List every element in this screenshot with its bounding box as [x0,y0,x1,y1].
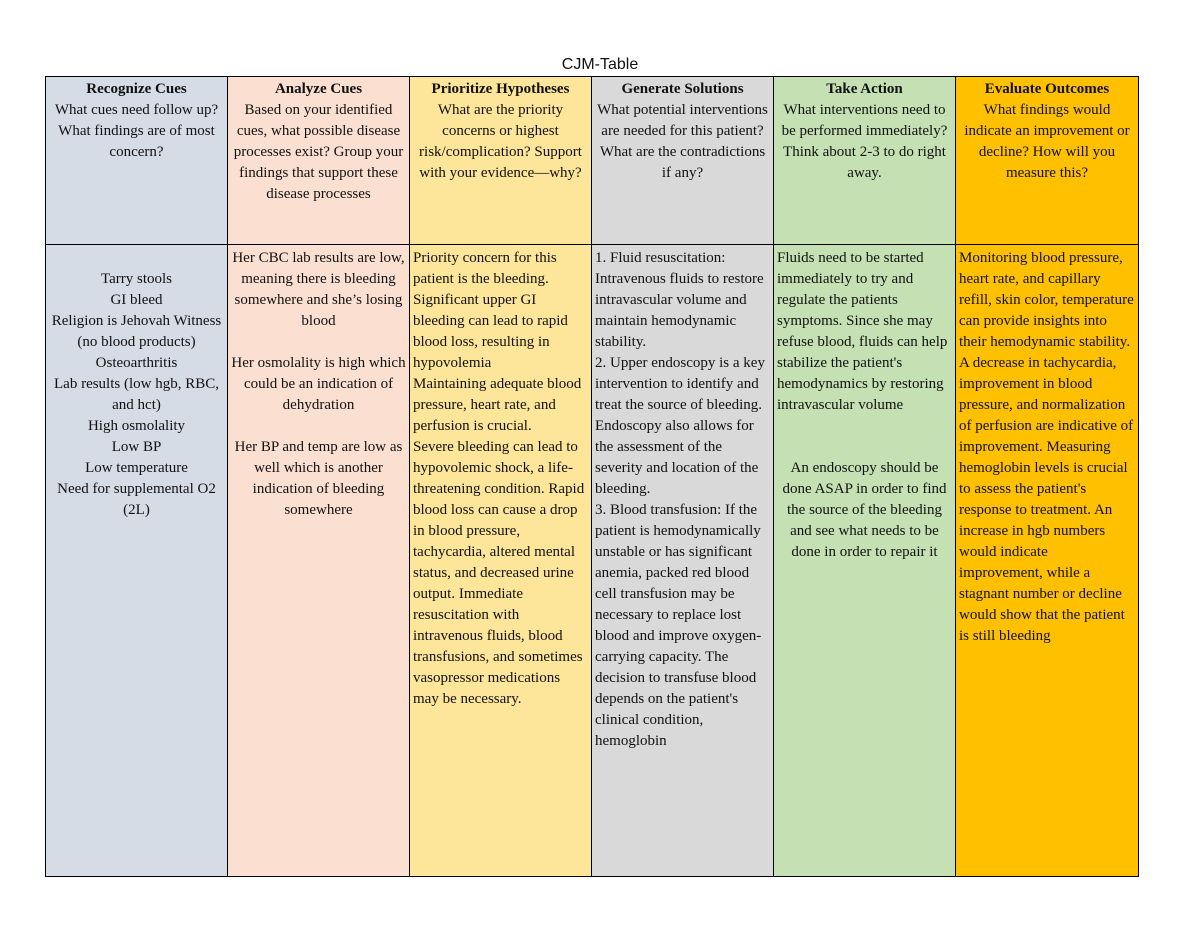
header-analyze-cues [228,77,410,245]
page-title: CJM-Table [561,56,639,73]
analysis-paragraph: Her CBC lab results are low, meaning there is bleeding somewhere and she’s losing blood [232,250,405,329]
cue-item: GI bleed [110,292,163,308]
column-prompt: What cues need follow up? What findings are of most concern? [54,102,219,160]
column-heading: Recognize Cues [86,81,187,97]
cue-item: High osmolality [87,418,186,434]
cue-item: Osteoarthritis [95,355,178,371]
column-prompt: What are the priority concerns or highest risk/complication? Support with your evidence—why? [419,102,582,181]
header-row [46,77,1139,245]
prioritize-hypotheses-cell [410,245,592,877]
header-prioritize-hypotheses [410,77,592,245]
column-heading: Take Action [826,81,903,97]
cue-item: Religion is Jehovah Witness (no blood products) [51,313,222,350]
column-heading: Analyze Cues [274,81,363,97]
header-take-action [774,77,956,245]
take-action-cell [774,245,956,877]
column-prompt: What potential interventions are needed for this patient? What are the contradictions if any? [597,102,768,181]
column-prompt: What interventions need to be performed immediately? Think about 2-3 to do right away. [781,102,948,181]
recognize-cues-cell [46,245,228,877]
action-paragraph: Fluids need to be started immediately to try and regulate the patients symptoms. Since she may refuse blood, fluids can help stabilize the patient's hemodynamics by restoring intravascular volume [777,250,948,413]
analysis-paragraph: Her BP and temp are low as well which is another indication of bleeding somewhere [234,439,403,518]
analysis-paragraph: Her osmolality is high which could be an indication of dehydration [231,355,406,413]
header-generate-solutions [592,77,774,245]
action-paragraph: An endoscopy should be done ASAP in order to find the source of the bleeding and see what needs to be done in order to repair it [782,460,947,560]
evaluation-paragraph: Monitoring blood pressure, heart rate, and capillary refill, skin color, temperature can provide insights into their hemodynamic stability. A decrease in tachycardia, improvement in blood pressure, and normalization of perfusion are indicative of improvement. Measuring hemoglobin levels is crucial to assess the patient's response to treatment. An increase in hgb numbers would indicate improvement, while a stagnant number or decline would show that the patient is still bleeding [959,250,1134,644]
priority-paragraph: Maintaining adequate blood pressure, heart rate, and perfusion is crucial. [413,376,582,434]
column-prompt: What findings would indicate an improvement or decline? How will you measure this? [964,102,1130,181]
solution-paragraph: 2. Upper endoscopy is a key intervention to identify and treat the source of bleeding. Endoscopy also allows for the assessment of the severity and location of the bleeding. [595,355,765,497]
cjm-table [45,76,1139,877]
header-recognize-cues [46,77,228,245]
generate-solutions-cell [592,245,774,877]
cue-item: Low temperature [85,460,188,476]
solution-paragraph: 3. Blood transfusion: If the patient is hemodynamically unstable or has significant anemia, packed red blood cell transfusion may be necessary to replace lost blood and improve oxygen-carrying capacity. The decision to transfuse blood depends on the patient's clinical condition, hemoglobin [595,502,762,749]
priority-paragraph: Priority concern for this patient is the bleeding. Significant upper GI bleeding can lead to rapid blood loss, resulting in hypovolemia [413,250,568,371]
cue-item: Low BP [111,439,162,455]
column-heading: Evaluate Outcomes [984,81,1110,97]
cue-item: Lab results (low hgb, RBC, and hct) [54,376,219,413]
evaluate-outcomes-cell [956,245,1139,877]
analyze-cues-cell [228,245,410,877]
content-row [46,245,1139,877]
column-heading: Generate Solutions [621,81,744,97]
header-evaluate-outcomes [956,77,1139,245]
cue-item: Tarry stools [100,271,173,287]
column-prompt: Based on your identified cues, what possible disease processes exist? Group your findings that support these disease processes [233,102,404,202]
solution-paragraph: 1. Fluid resuscitation: Intravenous fluids to restore intravascular volume and maintain hemodynamic stability. [595,250,764,350]
column-heading: Prioritize Hypotheses [431,81,570,97]
priority-paragraph: Severe bleeding can lead to hypovolemic shock, a life-threatening condition. Rapid blood loss can cause a drop in blood pressure, tachycardia, altered mental status, and decreased urine output. Immediate resuscitation with intravenous fluids, blood transfusions, and sometimes vasopressor medications may be necessary. [413,439,585,707]
cue-item: Need for supplemental O2 (2L) [57,481,216,518]
